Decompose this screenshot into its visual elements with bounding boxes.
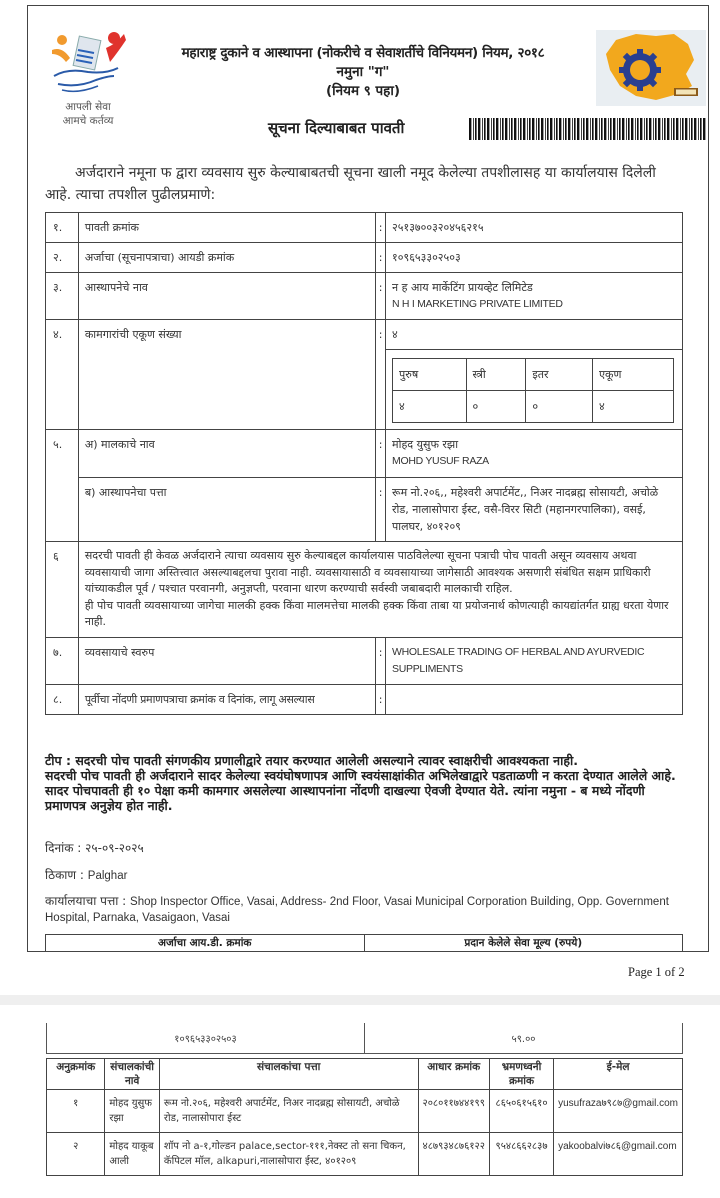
barcode-bar [502, 118, 504, 140]
row-label: पूर्वीचा नोंदणी प्रमाणपत्राचा क्रमांक व दिनांक, लागू असल्यास [78, 684, 375, 714]
barcode-bar [473, 118, 474, 140]
barcode-bar [581, 118, 582, 140]
table-row-worker-count [46, 320, 683, 350]
table-row [47, 1133, 683, 1176]
note-section [45, 753, 685, 813]
director-aadhaar: ४८७९३४८७६१२२ [418, 1133, 489, 1176]
barcode-bar [599, 118, 600, 140]
value-male: ४ [393, 391, 467, 423]
barcode-bar [685, 118, 687, 140]
barcode-bar [664, 118, 666, 140]
barcode-bar [509, 118, 510, 140]
barcode-bar [703, 118, 705, 140]
page-border-top [27, 5, 709, 6]
fee-table-values [46, 1023, 683, 1054]
header-total: एकूण [592, 359, 673, 391]
disclaimer-text-1: सदरची पावती ही केवळ अर्जदाराने त्याचा व्यवसाय सुरु केल्याबद्दल कार्यालयास पाठविलेल्या सूचना पत्राची पोच पावती असून व्यवसाय अथवा व्यवसायाची जागा अस्तित्त्वात असल्याबद्दलचा पुरावा नाही. व्यवसायासाठी व व्यवसायाच्या जागेसाठी आवश्यक असणारी संबंधित सक्षम प्राधिकारी यांच्याकडील पूर्व / पश्चात परवानगी, अनुज्ञप्ती, परवाना धारण करण्याची सर्वस्वी जबाबदारी मालकाची राहिल. [84, 549, 651, 595]
barcode-bar [475, 118, 477, 140]
barcode-bar [619, 118, 621, 140]
barcode-bar [536, 118, 537, 140]
place-value: Palghar [87, 870, 128, 882]
place-label: ठिकाण : [45, 868, 84, 882]
aapli-seva-logo-icon [48, 28, 128, 100]
fee-header-application-id: अर्जाचा आय.डी. क्रमांक [46, 935, 365, 952]
place-line [45, 868, 127, 884]
barcode-bar [511, 118, 513, 140]
barcode-bar [565, 118, 567, 140]
director-email: yakoobalvi७८६@gmail.com [554, 1133, 683, 1176]
barcode-bar [484, 118, 486, 140]
note-line-3: सादर पोचपावती ही १० पेक्षा कमी कामगार असलेल्या आस्थापनांना नोंदणी दाखल्या ऐवजी देण्यात येते. त्यांना नमुना - ब मध्ये नोंदणी प्रमाणपत्र अनुज्ञेय होत नाही. [45, 783, 645, 813]
page-number: Page 1 of 2 [628, 965, 685, 979]
office-label: कार्यालयाचा पत्ता : [45, 894, 127, 908]
barcode-bar [637, 118, 639, 140]
application-id-value: १०९६५३३०२५०३ [386, 243, 683, 273]
header-female: स्त्री [466, 359, 526, 391]
director-email: yusufraza७९८७@gmail.com [554, 1090, 683, 1133]
directors-header-row [47, 1059, 683, 1090]
barcode-bar [601, 118, 603, 140]
director-serial: २ [47, 1133, 105, 1176]
value-total: ४ [592, 391, 673, 423]
row-colon: : [376, 430, 386, 478]
table-row-previous-registration [46, 684, 683, 714]
header-other: इतर [526, 359, 593, 391]
owner-name-marathi: मोहद युसुफ रझा [392, 438, 459, 451]
barcode-bar [469, 118, 471, 140]
barcode-bar [500, 118, 501, 140]
header-aadhaar: आधार क्रमांक [418, 1059, 489, 1090]
table-row-application-id [46, 243, 683, 273]
director-serial: १ [47, 1090, 105, 1133]
barcode-bar [689, 118, 690, 140]
barcode-bar [541, 118, 543, 140]
barcode-bar [676, 118, 678, 140]
worker-value-row [393, 391, 674, 423]
table-row-establishment-name [46, 273, 683, 320]
receipt-number-value: २५१३७००३२०४५६२१५ [386, 213, 683, 243]
barcode-bar [559, 118, 561, 140]
worker-count-value: ४ [386, 320, 683, 350]
details-table [45, 212, 683, 715]
barcode-bar [583, 118, 585, 140]
barcode-bar [700, 118, 702, 140]
barcode-bar [586, 118, 588, 140]
row-label: व्यवसायाचे स्वरुप [78, 637, 375, 684]
barcode-bar [649, 118, 651, 140]
header-names: संचालकांची नावे [105, 1059, 160, 1090]
barcode-bar [514, 118, 516, 140]
fee-table-header [45, 934, 683, 952]
barcode-bar [482, 118, 483, 140]
table-row-business-nature [46, 637, 683, 684]
row-colon: : [376, 273, 386, 320]
value-other: ० [526, 391, 593, 423]
barcode-bar [574, 118, 576, 140]
barcode-bar [610, 118, 612, 140]
barcode-bar [671, 118, 672, 140]
establishment-name-english: N H I MARKETING PRIVATE LIMITED [392, 298, 563, 310]
barcode-bar [673, 118, 675, 140]
row-colon: : [376, 243, 386, 273]
barcode-bar [640, 118, 642, 140]
barcode-bar [554, 118, 555, 140]
table-row-disclaimer [46, 542, 683, 638]
barcode-bar [532, 118, 534, 140]
barcode-bar [493, 118, 495, 140]
date-line [45, 841, 144, 856]
row-number: १. [46, 213, 79, 243]
barcode-bar [608, 118, 609, 140]
barcode-bar [617, 118, 618, 140]
barcode-bar [595, 118, 597, 140]
labour-dept-emblem [596, 30, 706, 106]
note-line-1: टीप : सदरची पोच पावती संगणकीय प्रणालीद्वारे तयार करण्यात आलेली असल्याने त्यावर स्वाक्षरीची आवश्यकता नाही. [45, 753, 578, 768]
barcode-bar [529, 118, 531, 140]
row-colon: : [376, 637, 386, 684]
barcode-bar [644, 118, 645, 140]
row-colon: : [376, 684, 386, 714]
barcode-bar [613, 118, 615, 140]
barcode-bar [572, 118, 573, 140]
maharashtra-labour-dept-emblem-icon [596, 30, 706, 106]
barcode-bar [527, 118, 528, 140]
establishment-name-value [386, 273, 683, 320]
row-number: ६ [46, 542, 79, 638]
director-name: मोहद युसुफ रझा [105, 1090, 160, 1133]
header-male: पुरुष [393, 359, 467, 391]
row-number: ४. [46, 320, 79, 430]
barcode-bar [622, 118, 624, 140]
establishment-address-value: रूम नो.२०६,, महेश्वरी अपार्टमेंट,, निअर नादब्रह्म सोसायटी, अचोळे रोड, नालासोपारा ईस्ट, वसै-विरर सिटी (महानगरपालिका), वसई, पालघर, ४०१२०९ [386, 478, 683, 542]
table-row-owner-name [46, 430, 683, 478]
worker-breakdown-table [392, 358, 674, 423]
table-row-receipt-number [46, 213, 683, 243]
barcode-bar [545, 118, 546, 140]
row-number: ५. [46, 430, 79, 542]
barcode-bar [682, 118, 684, 140]
office-address-line [45, 894, 685, 926]
barcode-bar [698, 118, 699, 140]
business-nature-value: WHOLESALE TRADING OF HERBAL AND AYURVEDIC SUPPLIMENTS [386, 637, 683, 684]
owner-name-value [386, 430, 683, 478]
barcode-bar [563, 118, 564, 140]
page-separator [0, 995, 720, 1005]
row-label: अर्जाचा (सूचनापत्राचा) आयडी क्रमांक [78, 243, 375, 273]
directors-table [46, 1058, 683, 1176]
title-line-1: महाराष्ट्र दुकाने व आस्थापना (नोकरीचे व सेवाशर्तीचे विनियमन) नियम, २०१८ [181, 45, 545, 61]
receipt-heading: सूचना दिल्याबाबत पावती [268, 119, 405, 137]
barcode-bar [568, 118, 570, 140]
title-line-3: (नियम ९ पहा) [326, 83, 400, 99]
disclaimer-cell [78, 542, 682, 638]
barcode-bar [667, 118, 669, 140]
aapli-seva-logo [48, 28, 128, 138]
barcode-bar [496, 118, 498, 140]
director-address: शॉप नो a-१,गोल्डन palace,sector-१११,नेक्स्ट तो सना चिकन, कॅपिटल मॉल, alkapuri,नालासोपारा ईस्ट, ४०१२०९ [159, 1133, 418, 1176]
previous-registration-value [386, 684, 683, 714]
header-serial: अनुक्रमांक [47, 1059, 105, 1090]
barcode-bar [655, 118, 657, 140]
row-label: अ) मालकाचे नाव [78, 430, 375, 478]
owner-name-english: MOHD YUSUF RAZA [392, 455, 489, 467]
table-row-establishment-address [46, 478, 683, 542]
row-colon: : [376, 320, 386, 430]
barcode-bar [487, 118, 489, 140]
header-email: ई-मेल [554, 1059, 683, 1090]
barcode-bar [653, 118, 654, 140]
worker-header-row [393, 359, 674, 391]
row-number: ८. [46, 684, 79, 714]
director-name: मोहद याकूब आली [105, 1133, 160, 1176]
intro-paragraph: अर्जदाराने नमूना फ द्वारा व्यवसाय सुरु केल्याबाबतची सूचना खाली नमूद केलेल्या तपशीलासह या कार्यालयास दिलेली आहे. त्याचा तपशील पुढीलप्रमाणे: [45, 165, 656, 203]
date-value: २५-०९-२०२५ [85, 841, 144, 855]
barcode-bar [577, 118, 579, 140]
barcode-icon [469, 118, 707, 140]
barcode-bar [547, 118, 549, 140]
row-number: ७. [46, 637, 79, 684]
form-title [128, 44, 598, 101]
logo-tagline-2: आमचे कर्तव्य [62, 115, 114, 127]
barcode-bar [604, 118, 606, 140]
row-label: पावती क्रमांक [78, 213, 375, 243]
barcode-bar [694, 118, 696, 140]
barcode-bar [505, 118, 507, 140]
header-address: संचालकांचा पत्ता [159, 1059, 418, 1090]
worker-breakdown-cell [386, 350, 683, 430]
header-mobile: भ्रमणध्वनी क्रमांक [489, 1059, 553, 1090]
barcode-bar [680, 118, 681, 140]
row-label: आस्थापनेचे नाव [78, 273, 375, 320]
barcode-bar [518, 118, 519, 140]
barcode-bar [491, 118, 492, 140]
table-row [47, 1090, 683, 1133]
barcode-bar [626, 118, 627, 140]
director-mobile: ८६५०६१५६१० [489, 1090, 553, 1133]
barcode-bar [646, 118, 648, 140]
value-female: ० [466, 391, 526, 423]
row-label: ब) आस्थापनेचा पत्ता [78, 478, 375, 542]
barcode-bar [635, 118, 636, 140]
document-page-2 [0, 1005, 720, 1198]
fee-amount-value: ५९.०० [365, 1023, 683, 1053]
barcode-bar [550, 118, 552, 140]
barcode-bar [538, 118, 540, 140]
row-number: ३. [46, 273, 79, 320]
barcode-bar [662, 118, 663, 140]
barcode-bar [520, 118, 522, 140]
disclaimer-text-2: ही पोच पावती व्यवसायाच्या जागेचा मालकी हक्क किंवा मालमत्तेचा मालकी हक्क किंवा ताबा या प्रयोजनार्थ कोणत्याही कायद्यांतर्गत ग्राह्य धरता येणार नाही. [84, 598, 669, 628]
date-label: दिनांक : [45, 841, 82, 855]
note-line-2: सदरची पोच पावती ही अर्जदाराने सादर केलेल्या स्वयंघोषणापत्र आणि स्वयंसाक्षांकीत अभिलेखाद्वारे पडताळणी न करता देण्यात आलेले आहे. [45, 768, 676, 783]
row-label: कामगारांची एकूण संख्या [78, 320, 375, 430]
fee-application-id-value: १०९६५३३०२५०३ [47, 1023, 365, 1053]
office-address-value: Shop Inspector Office, Vasai, Address- 2nd Floor, Vasai Municipal Corporation Building, Opp. Government Hospital, Parnaka, Vasaigaon, Vasai [45, 896, 669, 924]
establishment-name-marathi: न ह आय मार्केटिंग प्रायव्हेट लिमिटेड [392, 281, 533, 294]
barcode-bar [523, 118, 525, 140]
barcode-bar [631, 118, 633, 140]
barcode-bar [590, 118, 591, 140]
barcode-bar [556, 118, 558, 140]
logo-tagline-1: आपली सेवा [65, 101, 111, 113]
fee-header-service-fee: प्रदान केलेले सेवा मूल्य (रुपये) [364, 935, 683, 952]
barcode-bar [691, 118, 693, 140]
fee-value-row [47, 1023, 683, 1053]
row-colon: : [376, 213, 386, 243]
director-address: रूम नो.२०६, महेश्वरी अपार्टमेंट, निअर नादब्रह्म सोसायटी, अचोळे रोड, नालासोपारा ईस्ट [159, 1090, 418, 1133]
director-aadhaar: २०८०११७४४१९९ [418, 1090, 489, 1133]
barcode-bar [628, 118, 630, 140]
barcode-bar [658, 118, 660, 140]
title-line-2: नमुना "ग" [336, 64, 390, 80]
row-number: २. [46, 243, 79, 273]
row-colon: : [376, 478, 386, 542]
fee-header-row [46, 935, 683, 952]
barcode-bar [592, 118, 594, 140]
director-mobile: ९५४८६६२८३७ [489, 1133, 553, 1176]
barcode-bar [478, 118, 480, 140]
